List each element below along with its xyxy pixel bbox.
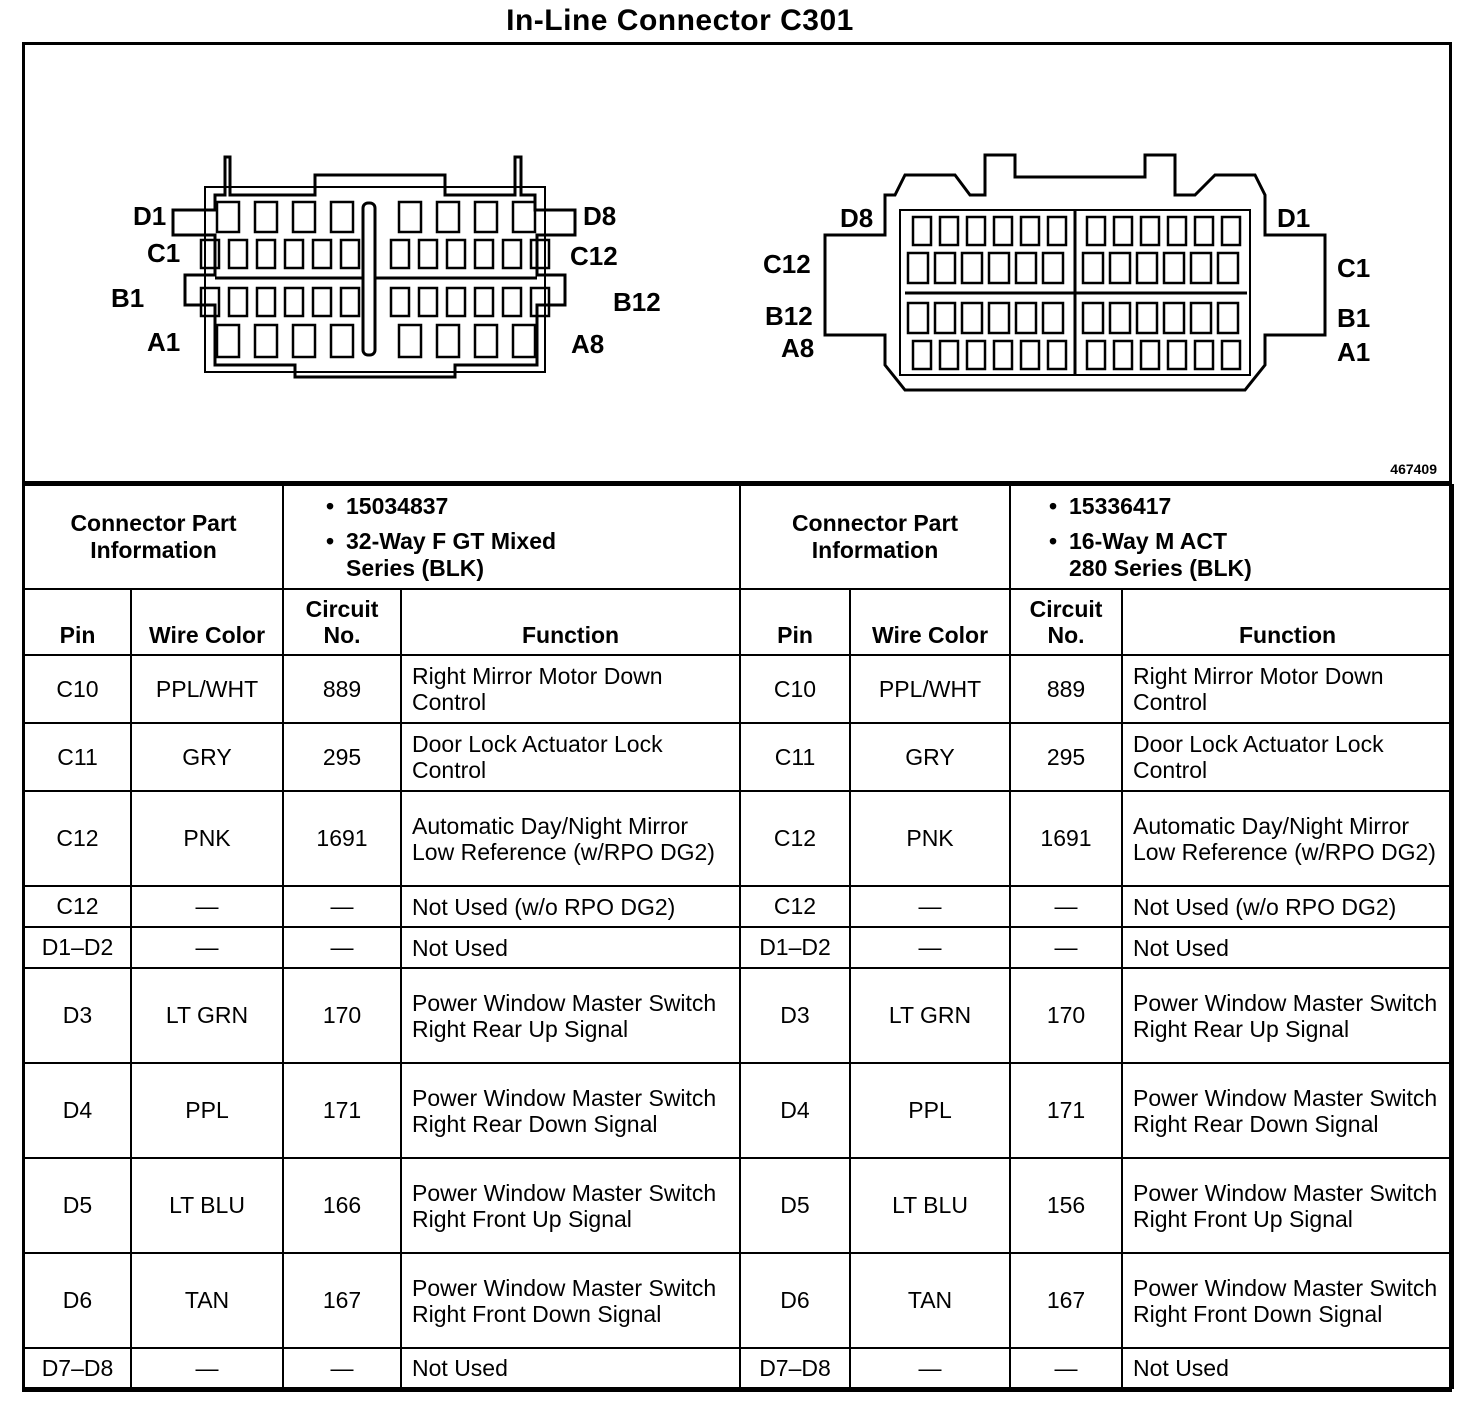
pin-cavity bbox=[1164, 303, 1184, 333]
left-cell-function: Not Used (w/o RPO DG2) bbox=[401, 886, 740, 927]
pin-cavity bbox=[293, 325, 315, 357]
right-cell-function: Not Used bbox=[1122, 927, 1453, 968]
left-cell-pin: D7–D8 bbox=[24, 1348, 131, 1388]
left-connector-face bbox=[173, 157, 575, 377]
left-cell-circuit: — bbox=[283, 927, 401, 968]
left-cell-wire: GRY bbox=[131, 723, 283, 791]
left-cell-function: Power Window Master Switch Right Front Down Signal bbox=[401, 1253, 740, 1348]
pin-cavity bbox=[989, 253, 1009, 283]
left-label-c12: C12 bbox=[570, 241, 618, 271]
pin-cavity bbox=[255, 325, 277, 357]
right-cell-pin: C12 bbox=[740, 886, 850, 927]
pin-cavity bbox=[1168, 217, 1186, 245]
pin-cavity bbox=[1043, 253, 1063, 283]
right-cell-wire: PNK bbox=[850, 791, 1010, 886]
pin-cavity bbox=[257, 240, 275, 268]
pin-cavity bbox=[437, 325, 459, 357]
left-header-wire: Wire Color bbox=[131, 589, 283, 655]
pin-cavity bbox=[1021, 217, 1039, 245]
pin-cavity bbox=[962, 253, 982, 283]
right-table-row bbox=[740, 1063, 1453, 1158]
right-cell-function: Power Window Master Switch Right Front Down Signal bbox=[1122, 1253, 1453, 1348]
right-part-number: • 15336417 bbox=[1047, 493, 1442, 520]
left-cell-wire: — bbox=[131, 1348, 283, 1388]
pin-cavity bbox=[1083, 253, 1103, 283]
right-cell-pin: D4 bbox=[740, 1063, 850, 1158]
left-cell-pin: D1–D2 bbox=[24, 927, 131, 968]
left-cell-circuit: — bbox=[283, 886, 401, 927]
left-table-row bbox=[24, 1158, 740, 1253]
pin-cavity bbox=[1191, 303, 1211, 333]
right-label-b12: B12 bbox=[765, 301, 813, 331]
pin-cavity bbox=[1110, 253, 1130, 283]
pin-cavity bbox=[967, 341, 985, 369]
right-cell-function: Not Used bbox=[1122, 1348, 1453, 1388]
left-cell-function: Power Window Master Switch Right Rear Down Signal bbox=[401, 1063, 740, 1158]
right-header-pin: Pin bbox=[740, 589, 850, 655]
pin-cavity bbox=[989, 303, 1009, 333]
right-table-row bbox=[740, 655, 1453, 723]
right-cell-circuit: — bbox=[1010, 927, 1122, 968]
pin-cavity bbox=[313, 288, 331, 316]
left-cell-wire: PNK bbox=[131, 791, 283, 886]
right-table-row bbox=[740, 723, 1453, 791]
left-label-d8: D8 bbox=[583, 201, 617, 231]
right-cell-wire: LT GRN bbox=[850, 968, 1010, 1063]
right-cell-circuit: 167 bbox=[1010, 1253, 1122, 1348]
right-info-row bbox=[740, 485, 1453, 589]
right-cell-circuit: — bbox=[1010, 1348, 1122, 1388]
left-cell-circuit: 1691 bbox=[283, 791, 401, 886]
left-table-row bbox=[24, 1063, 740, 1158]
pin-cavity bbox=[531, 288, 549, 316]
left-cell-wire: — bbox=[131, 927, 283, 968]
pin-cavity bbox=[437, 202, 459, 232]
left-part-series: Series (BLK) bbox=[346, 554, 485, 581]
right-label-c12: C12 bbox=[763, 249, 811, 279]
left-cell-circuit: — bbox=[283, 1348, 401, 1388]
left-cell-pin: D6 bbox=[24, 1253, 131, 1348]
right-table-row bbox=[740, 1253, 1453, 1348]
pin-cavity bbox=[1222, 341, 1240, 369]
left-cell-wire: — bbox=[131, 886, 283, 927]
pin-cavity bbox=[255, 202, 277, 232]
right-cell-function: Not Used (w/o RPO DG2) bbox=[1122, 886, 1453, 927]
right-part-info bbox=[1010, 485, 1453, 589]
figure-number: 467409 bbox=[1390, 461, 1437, 477]
pin-cavity bbox=[217, 325, 239, 357]
right-part-type: • 16-Way M ACT bbox=[1047, 528, 1442, 555]
left-cell-pin: D4 bbox=[24, 1063, 131, 1158]
left-cell-wire: LT GRN bbox=[131, 968, 283, 1063]
right-table-row bbox=[740, 1158, 1453, 1253]
pin-cavity bbox=[1048, 341, 1066, 369]
left-cell-function: Power Window Master Switch Right Rear Up Signal bbox=[401, 968, 740, 1063]
pin-cavity bbox=[341, 288, 359, 316]
pin-cavity bbox=[1043, 303, 1063, 333]
left-cell-circuit: 170 bbox=[283, 968, 401, 1063]
pin-cavity bbox=[503, 288, 521, 316]
right-cell-circuit: — bbox=[1010, 886, 1122, 927]
pin-cavity bbox=[503, 240, 521, 268]
left-header-function: Function bbox=[401, 589, 740, 655]
left-cell-circuit: 889 bbox=[283, 655, 401, 723]
page-title: In-Line Connector C301 bbox=[506, 4, 854, 37]
pin-cavity bbox=[293, 202, 315, 232]
right-cell-wire: LT BLU bbox=[850, 1158, 1010, 1253]
left-info-label: Connector Part Information bbox=[24, 485, 283, 589]
right-label-d8: D8 bbox=[840, 203, 874, 233]
right-label-a8: A8 bbox=[781, 333, 815, 363]
pin-cavity bbox=[391, 240, 409, 268]
pin-cavity bbox=[399, 325, 421, 357]
right-table-row bbox=[740, 927, 1453, 968]
left-table-row bbox=[24, 886, 740, 927]
right-cell-wire: TAN bbox=[850, 1253, 1010, 1348]
right-cell-pin: D6 bbox=[740, 1253, 850, 1348]
pin-cavity bbox=[1137, 303, 1157, 333]
left-table-row bbox=[24, 968, 740, 1063]
pin-cavity bbox=[908, 303, 928, 333]
left-cell-wire: TAN bbox=[131, 1253, 283, 1348]
right-info-label: Connector Part Information bbox=[740, 485, 1010, 589]
pin-cavity bbox=[513, 325, 535, 357]
right-cell-pin: C10 bbox=[740, 655, 850, 723]
pin-cavity bbox=[1218, 253, 1238, 283]
pin-cavity bbox=[913, 341, 931, 369]
pin-cavity bbox=[1016, 253, 1036, 283]
right-part-series: 280 Series (BLK) bbox=[1069, 554, 1252, 581]
left-label-a8: A8 bbox=[571, 329, 605, 359]
right-header-circuit: Circuit No. bbox=[1010, 589, 1122, 655]
right-label-d1: D1 bbox=[1277, 203, 1311, 233]
left-part-type: • 32-Way F GT Mixed bbox=[324, 528, 729, 555]
left-cell-function: Door Lock Actuator Lock Control bbox=[401, 723, 740, 791]
left-cell-pin: C11 bbox=[24, 723, 131, 791]
left-cell-pin: C10 bbox=[24, 655, 131, 723]
right-table-row bbox=[740, 791, 1453, 886]
left-cell-circuit: 166 bbox=[283, 1158, 401, 1253]
left-cell-pin: C12 bbox=[24, 886, 131, 927]
left-cell-function: Automatic Day/Night Mirror Low Reference (w/RPO DG2) bbox=[401, 791, 740, 886]
right-header-wire: Wire Color bbox=[850, 589, 1010, 655]
right-cell-circuit: 170 bbox=[1010, 968, 1122, 1063]
left-cell-function: Right Mirror Motor Down Control bbox=[401, 655, 740, 723]
pin-cavity bbox=[331, 202, 353, 232]
left-header-circuit: Circuit No. bbox=[283, 589, 401, 655]
right-cell-wire: PPL/WHT bbox=[850, 655, 1010, 723]
left-header-pin: Pin bbox=[24, 589, 131, 655]
pin-cavity bbox=[1222, 217, 1240, 245]
right-header-row bbox=[740, 589, 1453, 655]
right-cell-pin: C12 bbox=[740, 791, 850, 886]
right-cell-circuit: 889 bbox=[1010, 655, 1122, 723]
left-label-d1: D1 bbox=[133, 201, 167, 231]
left-cell-circuit: 295 bbox=[283, 723, 401, 791]
left-label-c1: C1 bbox=[147, 238, 181, 268]
right-cell-circuit: 295 bbox=[1010, 723, 1122, 791]
pin-cavity bbox=[447, 288, 465, 316]
right-connector-face bbox=[825, 155, 1325, 390]
pin-cavity bbox=[285, 288, 303, 316]
left-cell-wire: PPL bbox=[131, 1063, 283, 1158]
pin-cavity bbox=[475, 240, 493, 268]
left-table-row bbox=[24, 655, 740, 723]
right-table-row bbox=[740, 886, 1453, 927]
left-cell-circuit: 171 bbox=[283, 1063, 401, 1158]
right-cell-function: Power Window Master Switch Right Rear Up Signal bbox=[1122, 968, 1453, 1063]
right-label-b1: B1 bbox=[1337, 303, 1371, 333]
pin-cavity bbox=[962, 303, 982, 333]
pin-cavity bbox=[313, 240, 331, 268]
right-pinout-table bbox=[739, 484, 1454, 1389]
left-header-row bbox=[24, 589, 740, 655]
left-pinout-table bbox=[23, 484, 741, 1389]
pin-cavity bbox=[1141, 341, 1159, 369]
left-cell-function: Not Used bbox=[401, 1348, 740, 1388]
pin-cavity bbox=[1114, 217, 1132, 245]
right-cell-circuit: 171 bbox=[1010, 1063, 1122, 1158]
pin-cavity bbox=[447, 240, 465, 268]
right-cell-function: Power Window Master Switch Right Front Up Signal bbox=[1122, 1158, 1453, 1253]
left-cell-pin: D5 bbox=[24, 1158, 131, 1253]
connector-sheet bbox=[22, 42, 1452, 1392]
left-cell-circuit: 167 bbox=[283, 1253, 401, 1348]
pin-cavity bbox=[1048, 217, 1066, 245]
pin-cavity bbox=[1110, 303, 1130, 333]
left-info-row bbox=[24, 485, 740, 589]
pin-cavity bbox=[1114, 341, 1132, 369]
left-cell-pin: D3 bbox=[24, 968, 131, 1063]
pin-cavity bbox=[1168, 341, 1186, 369]
pin-cavity bbox=[1016, 303, 1036, 333]
left-part-info bbox=[283, 485, 740, 589]
pin-cavity bbox=[913, 217, 931, 245]
pin-cavity bbox=[1195, 217, 1213, 245]
right-cell-circuit: 156 bbox=[1010, 1158, 1122, 1253]
pin-cavity bbox=[419, 288, 437, 316]
pin-cavity bbox=[1218, 303, 1238, 333]
right-label-c1: C1 bbox=[1337, 253, 1371, 283]
left-table-row bbox=[24, 1348, 740, 1388]
right-cell-wire: — bbox=[850, 927, 1010, 968]
pin-cavity bbox=[331, 325, 353, 357]
pin-cavity bbox=[257, 288, 275, 316]
connector-diagram bbox=[25, 45, 1449, 484]
right-cell-wire: PPL bbox=[850, 1063, 1010, 1158]
pin-cavity bbox=[1137, 253, 1157, 283]
pin-cavity bbox=[513, 202, 535, 232]
pin-cavity bbox=[285, 240, 303, 268]
left-cell-wire: LT BLU bbox=[131, 1158, 283, 1253]
right-cell-pin: D7–D8 bbox=[740, 1348, 850, 1388]
pin-cavity bbox=[1083, 303, 1103, 333]
pin-cavity bbox=[1021, 341, 1039, 369]
pin-cavity bbox=[229, 240, 247, 268]
left-cell-wire: PPL/WHT bbox=[131, 655, 283, 723]
right-table-row bbox=[740, 968, 1453, 1063]
left-cell-function: Power Window Master Switch Right Front Up Signal bbox=[401, 1158, 740, 1253]
pin-cavity bbox=[967, 217, 985, 245]
pin-cavity bbox=[994, 341, 1012, 369]
pin-cavity bbox=[1087, 217, 1105, 245]
right-cell-circuit: 1691 bbox=[1010, 791, 1122, 886]
pin-cavity bbox=[475, 202, 497, 232]
pin-cavity bbox=[935, 253, 955, 283]
left-table-row bbox=[24, 1253, 740, 1348]
right-cell-wire: GRY bbox=[850, 723, 1010, 791]
pin-cavity bbox=[908, 253, 928, 283]
left-label-b12: B12 bbox=[613, 287, 661, 317]
pin-cavity bbox=[1164, 253, 1184, 283]
pin-cavity bbox=[940, 341, 958, 369]
right-cell-wire: — bbox=[850, 886, 1010, 927]
pin-cavity bbox=[475, 325, 497, 357]
pin-cavity bbox=[399, 202, 421, 232]
connector-drawings bbox=[25, 45, 1449, 481]
left-label-b1: B1 bbox=[111, 283, 145, 313]
pin-cavity bbox=[1191, 253, 1211, 283]
left-table-row bbox=[24, 927, 740, 968]
right-table-row bbox=[740, 1348, 1453, 1388]
left-label-a1: A1 bbox=[147, 327, 181, 357]
left-table-row bbox=[24, 791, 740, 886]
pin-cavity bbox=[1141, 217, 1159, 245]
pin-cavity bbox=[935, 303, 955, 333]
right-cell-pin: D5 bbox=[740, 1158, 850, 1253]
left-table-row bbox=[24, 723, 740, 791]
pin-cavity bbox=[419, 240, 437, 268]
pin-cavity bbox=[531, 240, 549, 268]
right-cell-function: Power Window Master Switch Right Rear Down Signal bbox=[1122, 1063, 1453, 1158]
pin-cavity bbox=[217, 202, 239, 232]
left-cell-pin: C12 bbox=[24, 791, 131, 886]
right-cell-pin: D1–D2 bbox=[740, 927, 850, 968]
right-cell-pin: D3 bbox=[740, 968, 850, 1063]
right-cell-function: Door Lock Actuator Lock Control bbox=[1122, 723, 1453, 791]
pin-cavity bbox=[391, 288, 409, 316]
left-part-number: • 15034837 bbox=[324, 493, 729, 520]
right-cell-function: Automatic Day/Night Mirror Low Reference (w/RPO DG2) bbox=[1122, 791, 1453, 886]
pin-cavity bbox=[940, 217, 958, 245]
right-cell-wire: — bbox=[850, 1348, 1010, 1388]
right-label-a1: A1 bbox=[1337, 337, 1371, 367]
pin-cavity bbox=[994, 217, 1012, 245]
right-header-function: Function bbox=[1122, 589, 1453, 655]
pin-cavity bbox=[341, 240, 359, 268]
left-cell-function: Not Used bbox=[401, 927, 740, 968]
pin-cavity bbox=[1087, 341, 1105, 369]
right-cell-pin: C11 bbox=[740, 723, 850, 791]
pin-cavity bbox=[475, 288, 493, 316]
pin-cavity bbox=[1195, 341, 1213, 369]
pin-cavity bbox=[229, 288, 247, 316]
right-cell-function: Right Mirror Motor Down Control bbox=[1122, 655, 1453, 723]
